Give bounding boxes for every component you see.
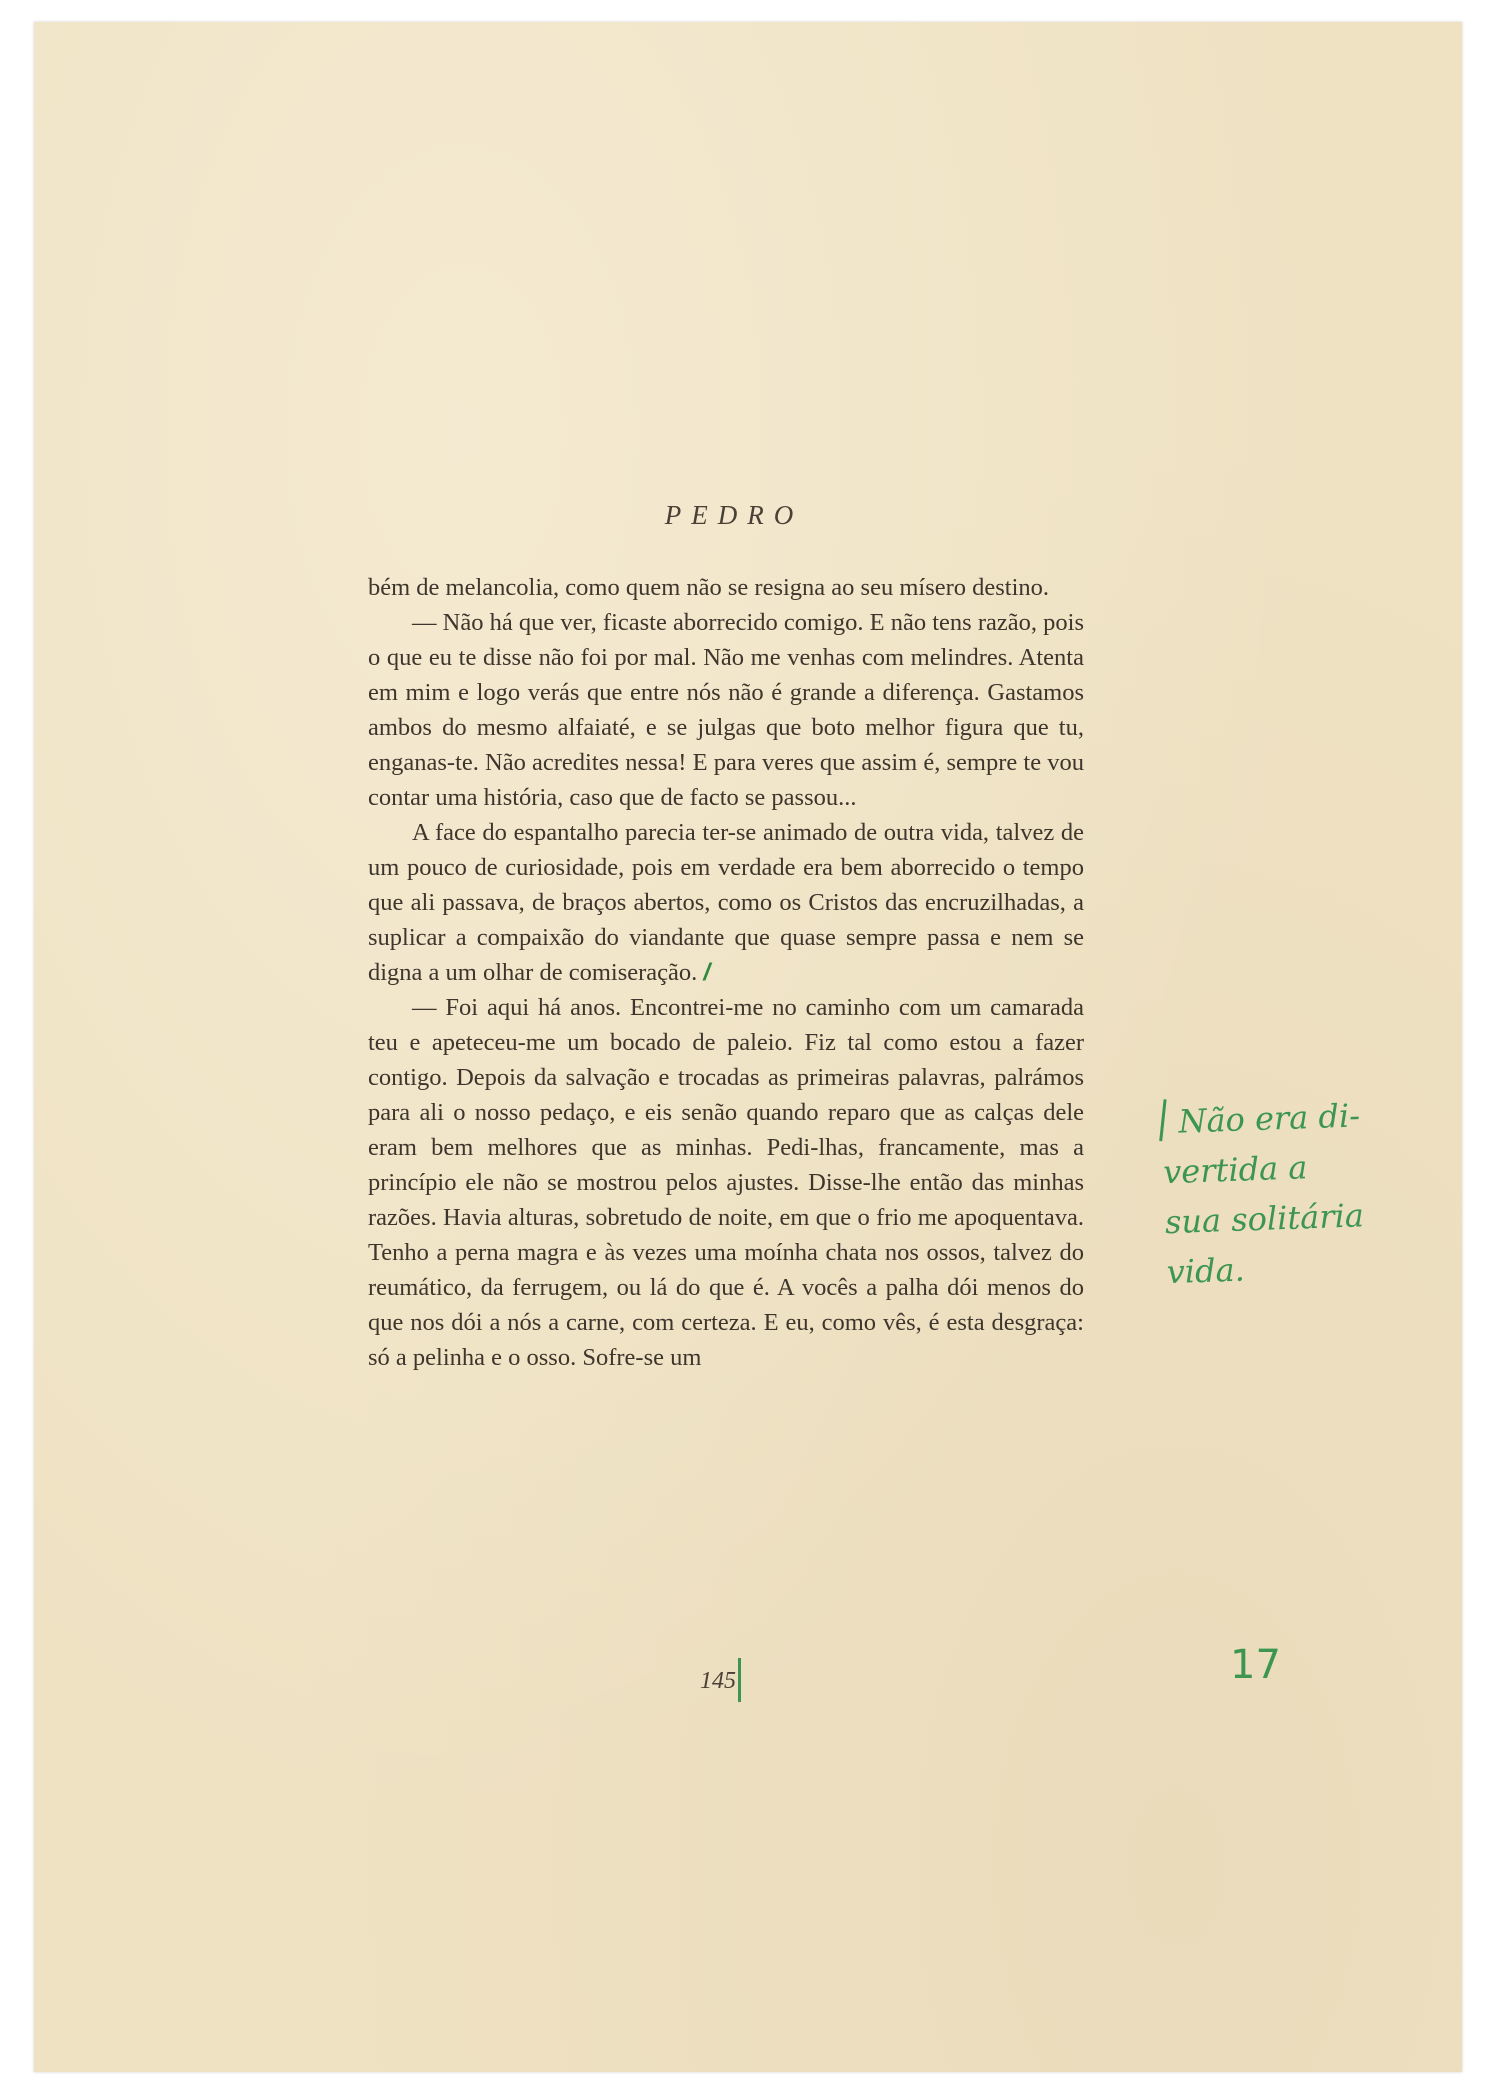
margin-note-line-2: vertida a <box>1162 1148 1309 1192</box>
insertion-mark: / <box>703 959 711 986</box>
paragraph-4: — Foi aqui há anos. Encontrei-me no caminho com um camarada teu e apeteceu-me um bocado de paleio. Fiz tal como estou a fazer contigo. Depois da salvação e trocadas as primeiras palavras, palrámos para ali o nosso pedaço, e eis senão quando reparo que as calças dele eram bem melhores que as minhas. Pedi-lhas, francamente, mas a princípio ele não se mostrou pelos ajustes. Disse-lhe então das minhas razões. Havia alturas, sobretudo de noite, em que o frio me apoquentava. Tenho a perna magra e às vezes uma moínha chata nos ossos, talvez do reumático, da ferrugem, ou lá do que é. A vocês a palha dói menos do que nos dói a nós a carne, com certeza. E eu, como vês, é esta desgraça: só a pelinha e o osso. Sofre-se um <box>368 994 1084 1371</box>
running-head: PEDRO <box>664 500 804 530</box>
handwritten-folio-number: 17 <box>1230 1642 1281 1688</box>
body-text <box>368 570 1084 1375</box>
page-number-correction-mark <box>738 1658 741 1702</box>
page-number-text: 145 <box>700 1668 736 1694</box>
paragraph-2: — Não há que ver, ficaste aborrecido comigo. E não tens razão, pois o que eu te disse não foi por mal. Não me venhas com melindres. Atenta em mim e logo verás que entre nós não é grande a diferença. Gastamos ambos do mesmo alfaiaté, e se julgas que boto melhor figura que tu, enganas-te. Não acredites nessa! E para veres que assim é, sempre te vou contar uma história, caso que de facto se passou... <box>368 609 1084 811</box>
margin-note-line-3: sua solitária <box>1164 1196 1365 1242</box>
paragraph-3-text: A face do espantalho parecia ter-se animado de outra vida, talvez de um pouco de curiosidade, pois em verdade era bem aborrecido o tempo que ali passava, de braços abertos, como os Cristos das encruzilhadas, a suplicar a compaixão do viandante que quase sempre passa e nem se digna a um olhar de comiseração. <box>368 819 1084 986</box>
page-number <box>700 1658 741 1702</box>
paragraph-3 <box>368 815 1084 990</box>
paragraph-1: bém de melancolia, como quem não se resigna ao seu mísero destino. <box>368 574 1050 601</box>
handwritten-margin-note <box>1161 1087 1468 1297</box>
document-page <box>34 22 1462 2072</box>
margin-note-line-1-text: Não era di- <box>1177 1096 1361 1141</box>
margin-note-line-4: vida. <box>1166 1250 1246 1292</box>
margin-insert-bar <box>1159 1099 1166 1141</box>
